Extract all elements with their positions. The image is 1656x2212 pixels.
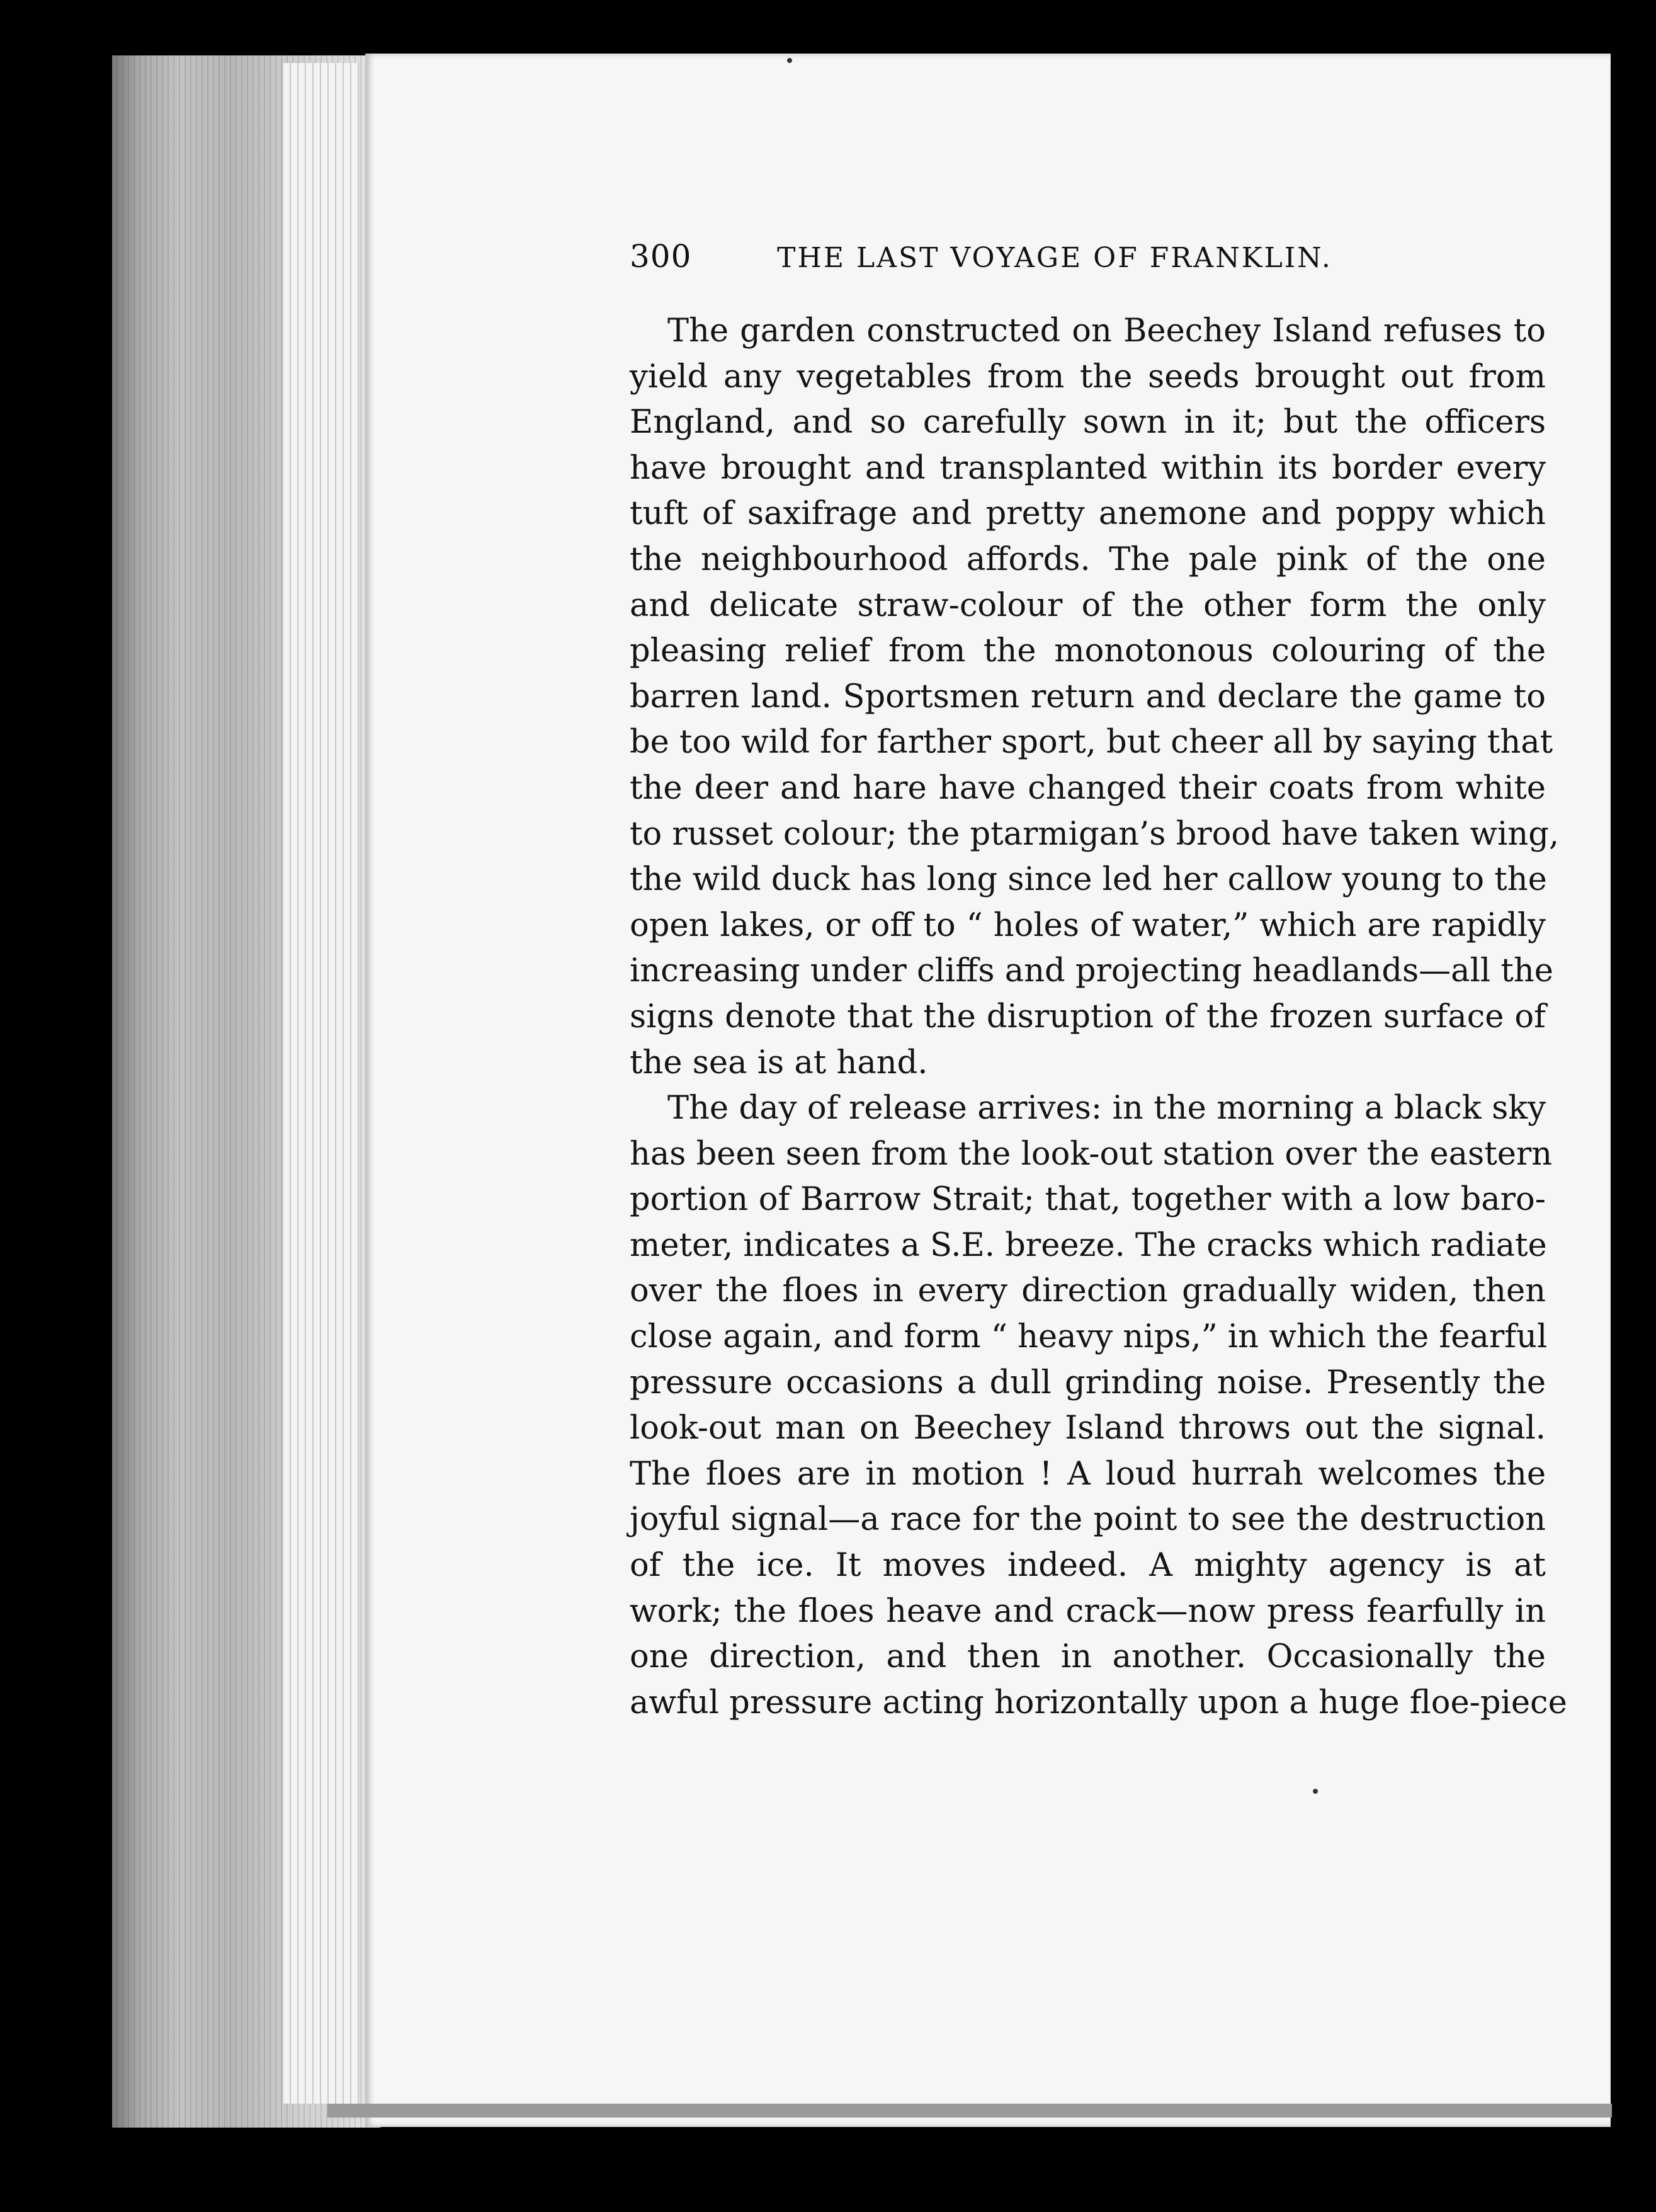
running-header [630,238,1366,276]
text-line: the neighbourhood affords. The pale pink of the one [630,540,1546,578]
text-line: of the ice. It moves indeed. A mighty agency is at [630,1547,1546,1585]
scan-speck [1313,1789,1318,1794]
text-line: England, and so carefully sown in it; but the officers [630,404,1546,442]
text-line: and delicate straw-colour of the other form the only [630,586,1546,624]
text-line: work; the floes heave and crack—now press fearfully in [630,1592,1546,1630]
text-line: the deer and hare have changed their coats from white [630,769,1546,807]
book-page-edges-inner [283,63,359,2104]
text-line: tuft of saxifrage and pretty anemone and poppy which [630,495,1546,533]
text-line: barren land. Sportsmen return and declare the game to [630,678,1546,715]
text-line: pressure occasions a dull grinding noise. Presently the [630,1364,1546,1401]
text-line: yield any vegetables from the seeds brought out from [630,358,1546,396]
text-line: be too wild for farther sport, but cheer all by saying that [630,724,1553,761]
text-line: have brought and transplanted within its border every [630,449,1546,487]
text-line: over the floes in every direction gradually widen, then [630,1272,1546,1310]
text-line: open lakes, or off to “ holes of water,” which are rapidly [630,906,1546,944]
body-text [630,309,1567,1726]
text-line: portion of Barrow Strait; that, together with a low baro- [630,1181,1546,1219]
text-line: one direction, and then in another. Occasionally the [630,1638,1546,1676]
text-line: close again, and form “ heavy nips,” in which the fearful [630,1318,1548,1356]
text-line: awful pressure acting horizontally upon a huge floe-piece [630,1684,1567,1721]
page-number: 300 [630,238,692,275]
running-title: THE LAST VOYAGE OF FRANKLIN. [777,242,1332,274]
text-line: The garden constructed on Beechey Island refuses to [667,312,1546,350]
text-line: the wild duck has long since led her callow young to the [630,861,1547,899]
text-line: has been seen from the look-out station over the eastern [630,1135,1553,1173]
text-line: The floes are in motion ! A loud hurrah welcomes the [630,1455,1546,1493]
text-line: signs denote that the disruption of the frozen surface of [630,998,1546,1035]
text-line: The day of release arrives: in the morning a black sky [667,1090,1546,1127]
text-line: joyful signal—a race for the point to see the destruction [630,1501,1546,1539]
text-line: meter, indicates a S.E. breeze. The cracks which radiate [630,1226,1547,1264]
book-bottom-edge [327,2104,1612,2118]
text-line: to russet colour; the ptarmigan’s brood have taken wing, [630,815,1560,853]
text-line: look-out man on Beechey Island throws out the signal. [630,1410,1546,1447]
scan-speck [787,58,792,63]
text-line: increasing under cliffs and projecting headlands—all the [630,952,1553,990]
text-line: pleasing relief from the monotonous colouring of the [630,632,1546,670]
text-line: the sea is at hand. [630,1044,928,1081]
